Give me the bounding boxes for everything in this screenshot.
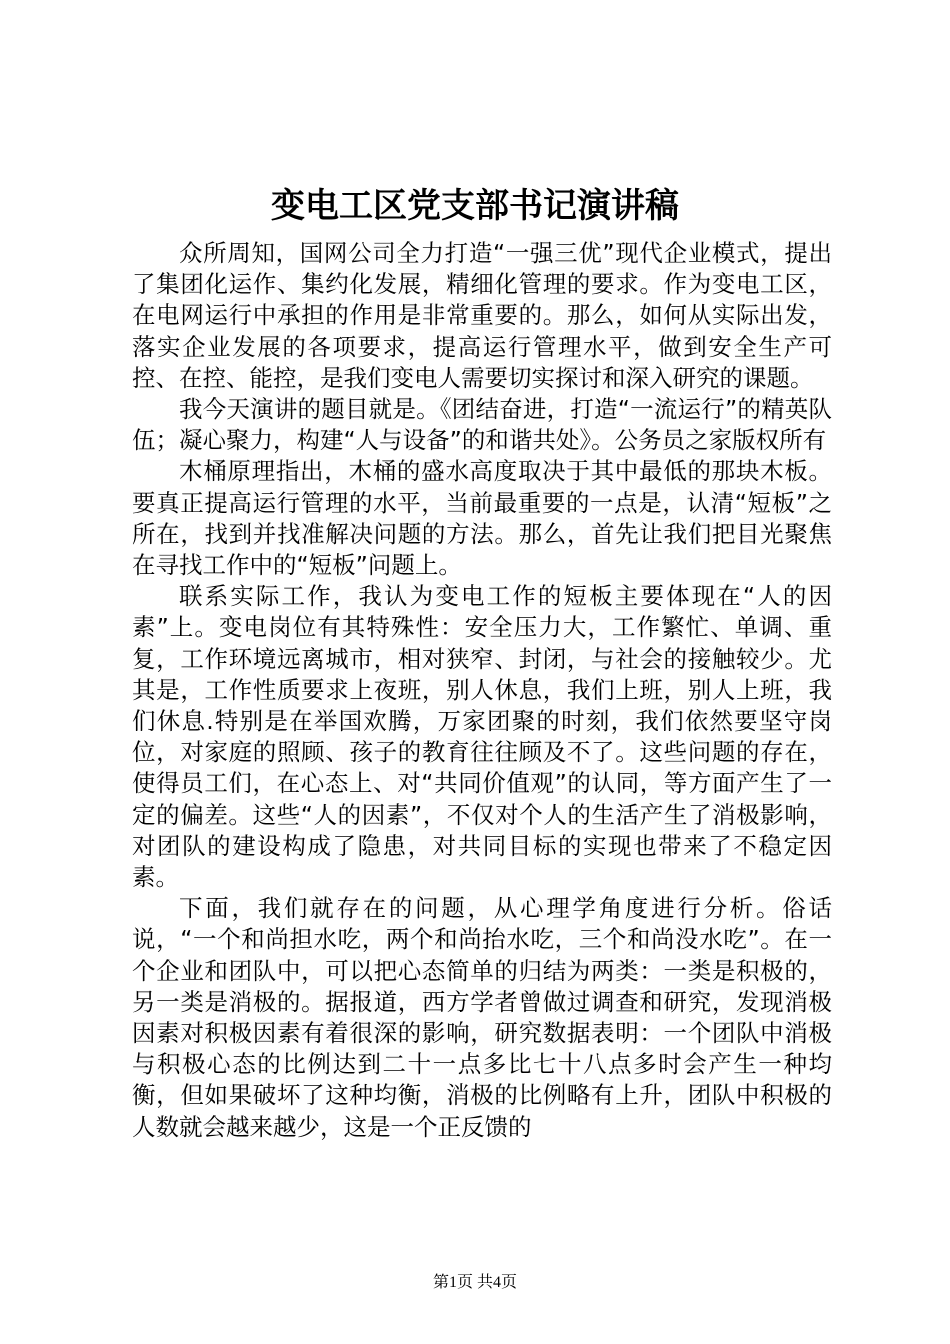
document-title: 变电工区党支部书记演讲稿: [271, 186, 679, 226]
paragraph: 木桶原理指出，木桶的盛水高度取决于其中最低的那块木板。要真正提高运行管理的水平，当前最重要的一点是，认清“短板”之所在，找到并找准解决问题的方法。那么，首先让我们把目光聚焦在寻找工作中的“短板”问题上。: [132, 457, 832, 580]
paragraph: 我今天演讲的题目就是。《团结奋进，打造“一流运行”的精英队伍；凝心聚力，构建“人与设备”的和谐共处》。公务员之家版权所有: [132, 395, 832, 455]
page-number-footer: 第1页 共4页: [432, 1274, 517, 1291]
paragraph: 联系实际工作，我认为变电工作的短板主要体现在“人的因素”上。变电岗位有其特殊性：安全压力大，工作繁忙、单调、重复，工作环境远离城市，相对狭窄、封闭，与社会的接触较少。尤其是，工作性质要求上夜班，别人休息，我们上班，别人上班，我们休息.特别是在举国欢腾，万家团聚的时刻，我们依然要坚守岗位，对家庭的照顾、孩子的教育往往顾及不了。这些问题的存在，使得员工们，在心态上、对“共同价值观”的认同，等方面产生了一定的偏差。这些“人的因素”，不仅对个人的生活产生了消极影响，对团队的建设构成了隐患，对共同目标的实现也带来了不稳定因素。: [132, 582, 832, 892]
document-body: [132, 238, 832, 1143]
paragraph: 下面，我们就存在的问题，从心理学角度进行分析。俗话说，“一个和尚担水吃，两个和尚抬水吃，三个和尚没水吃”。在一个企业和团队中，可以把心态简单的归结为两类：一类是积极的，另一类是消极的。据报道，西方学者曾做过调查和研究，发现消极因素对积极因素有着很深的影响，研究数据表明：一个团队中消极与积极心态的比例达到二十一点多比七十八点多时会产生一种均衡，但如果破坏了这种均衡，消极的比例略有上升，团队中积极的人数就会越来越少，这是一个正反馈的: [132, 894, 832, 1141]
paragraph: 众所周知，国网公司全力打造“一强三优”现代企业模式，提出了集团化运作、集约化发展，精细化管理的要求。作为变电工区，在电网运行中承担的作用是非常重要的。那么，如何从实际出发，落实企业发展的各项要求，提高运行管理水平，做到安全生产可控、在控、能控，是我们变电人需要切实探讨和深入研究的课题。: [132, 239, 832, 392]
